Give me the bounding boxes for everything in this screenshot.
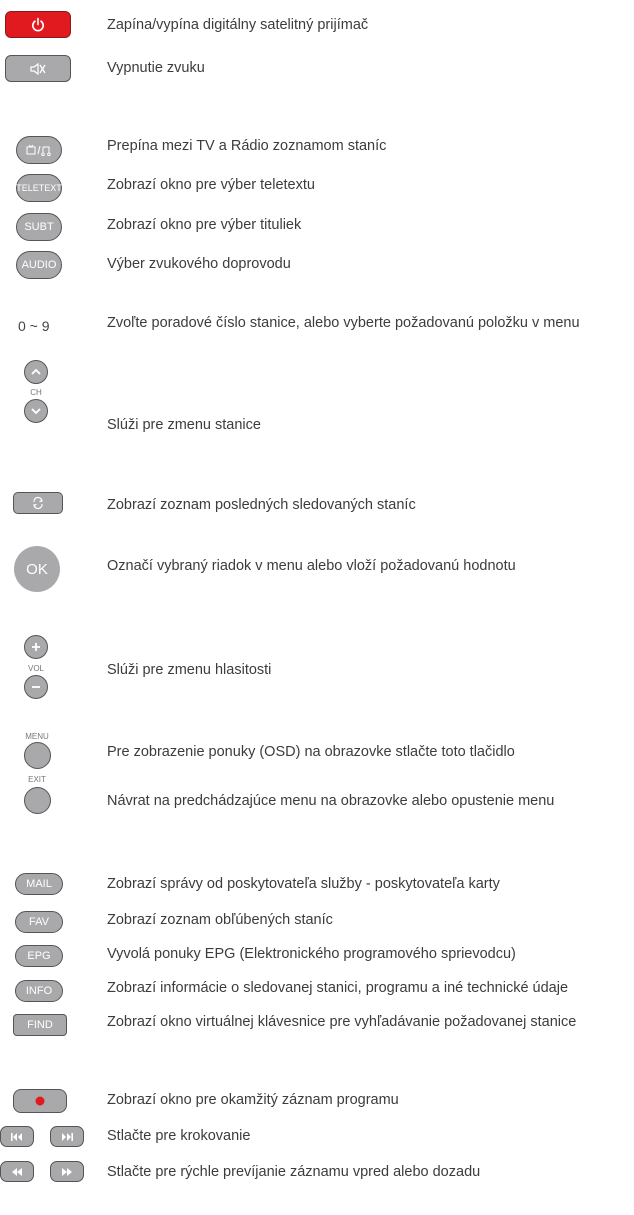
fav-description: Zobrazí zoznam obľúbených staníc <box>107 912 333 928</box>
menu-label: MENU <box>25 732 49 741</box>
fast-forward-button[interactable] <box>50 1161 84 1182</box>
epg-button[interactable] <box>15 945 63 967</box>
menu-button[interactable] <box>24 742 51 769</box>
channel-down-button[interactable] <box>24 399 48 423</box>
number-keys-label[interactable]: 0 ~ 9 <box>18 318 50 334</box>
mute-description: Vypnutie zvuku <box>107 60 205 76</box>
plus-icon <box>30 641 42 653</box>
channel-description: Slúži pre zmenu stanice <box>107 417 261 433</box>
fast-forward-icon <box>60 1167 74 1177</box>
power-icon <box>30 17 46 33</box>
teletext-button[interactable] <box>16 174 62 202</box>
mute-button[interactable] <box>5 55 71 82</box>
subt-button[interactable] <box>16 213 62 241</box>
ok-description: Označí vybraný riadok v menu alebo vloží požadovanú hodnotu <box>107 558 516 574</box>
number-keys-description: Zvoľte poradové číslo stanice, alebo vyberte požadovanú položku v menu <box>107 315 580 331</box>
recall-button[interactable] <box>13 492 63 514</box>
step-back-button[interactable] <box>0 1126 34 1147</box>
audio-description: Výber zvukového doprovodu <box>107 256 291 272</box>
recall-icon <box>31 496 45 510</box>
channel-label: CH <box>30 388 42 397</box>
fav-label: FAV <box>29 916 49 928</box>
ok-button[interactable] <box>14 546 60 592</box>
record-dot-icon <box>34 1095 46 1107</box>
find-label: FIND <box>27 1019 53 1031</box>
prev-icon <box>10 1132 24 1142</box>
fast-forward-description: Stlačte pre rýchle prevíjanie záznamu vpred alebo dozadu <box>107 1164 481 1180</box>
record-button[interactable] <box>13 1089 67 1113</box>
chevron-down-icon <box>30 405 42 417</box>
volume-description: Slúži pre zmenu hlasitosti <box>107 662 272 678</box>
tv-radio-description: Prepína mezi TV a Rádio zoznamom staníc <box>107 138 387 154</box>
recall-description: Zobrazí zoznam posledných sledovaných staníc <box>107 497 416 513</box>
mail-label: MAIL <box>26 878 52 890</box>
channel-up-button[interactable] <box>24 360 48 384</box>
teletext-description: Zobrazí okno pre výber teletextu <box>107 177 315 193</box>
mute-icon <box>29 61 47 77</box>
step-description: Stlačte pre krokovanie <box>107 1128 251 1144</box>
exit-label: EXIT <box>28 775 46 784</box>
fav-button[interactable] <box>15 911 63 933</box>
subt-label: SUBT <box>24 221 54 233</box>
next-icon <box>60 1132 74 1142</box>
volume-up-button[interactable] <box>24 635 48 659</box>
chevron-up-icon <box>30 366 42 378</box>
menu-description: Pre zobrazenie ponuky (OSD) na obrazovke stlačte toto tlačidlo <box>107 744 515 760</box>
power-description: Zapína/vypína digitálny satelitný prijímač <box>107 17 369 33</box>
find-button[interactable] <box>13 1014 67 1036</box>
tv-radio-icon <box>26 144 52 156</box>
tv-radio-button[interactable] <box>16 136 62 164</box>
ok-label: OK <box>26 560 48 578</box>
audio-label: AUDIO <box>21 259 57 271</box>
record-description: Zobrazí okno pre okamžitý záznam programu <box>107 1092 399 1108</box>
step-forward-button[interactable] <box>50 1126 84 1147</box>
power-button[interactable] <box>5 11 71 38</box>
exit-description: Návrat na predchádzajúce menu na obrazovke alebo opustenie menu <box>107 793 555 809</box>
exit-button[interactable] <box>24 787 51 814</box>
info-description: Zobrazí informácie o sledovanej stanici, programu a iné technické údaje <box>107 980 569 996</box>
epg-description: Vyvolá ponuky EPG (Elektronického programového sprievodcu) <box>107 946 516 962</box>
epg-label: EPG <box>27 950 51 962</box>
rewind-button[interactable] <box>0 1161 34 1182</box>
info-label: INFO <box>25 985 53 997</box>
info-button[interactable] <box>15 980 63 1002</box>
minus-icon <box>30 681 42 693</box>
volume-label: VOL <box>27 664 44 673</box>
mail-description: Zobrazí správy od poskytovateľa služby - poskytovateľa karty <box>107 876 500 892</box>
rewind-icon <box>10 1167 24 1177</box>
mail-button[interactable] <box>15 873 63 895</box>
subt-description: Zobrazí okno pre výber tituliek <box>107 217 302 233</box>
volume-down-button[interactable] <box>24 675 48 699</box>
audio-button[interactable] <box>16 251 62 279</box>
find-description: Zobrazí okno virtuálnej klávesnice pre vyhľadávanie požadovanej stanice <box>107 1014 577 1030</box>
teletext-label: TELETEXT <box>16 183 62 193</box>
